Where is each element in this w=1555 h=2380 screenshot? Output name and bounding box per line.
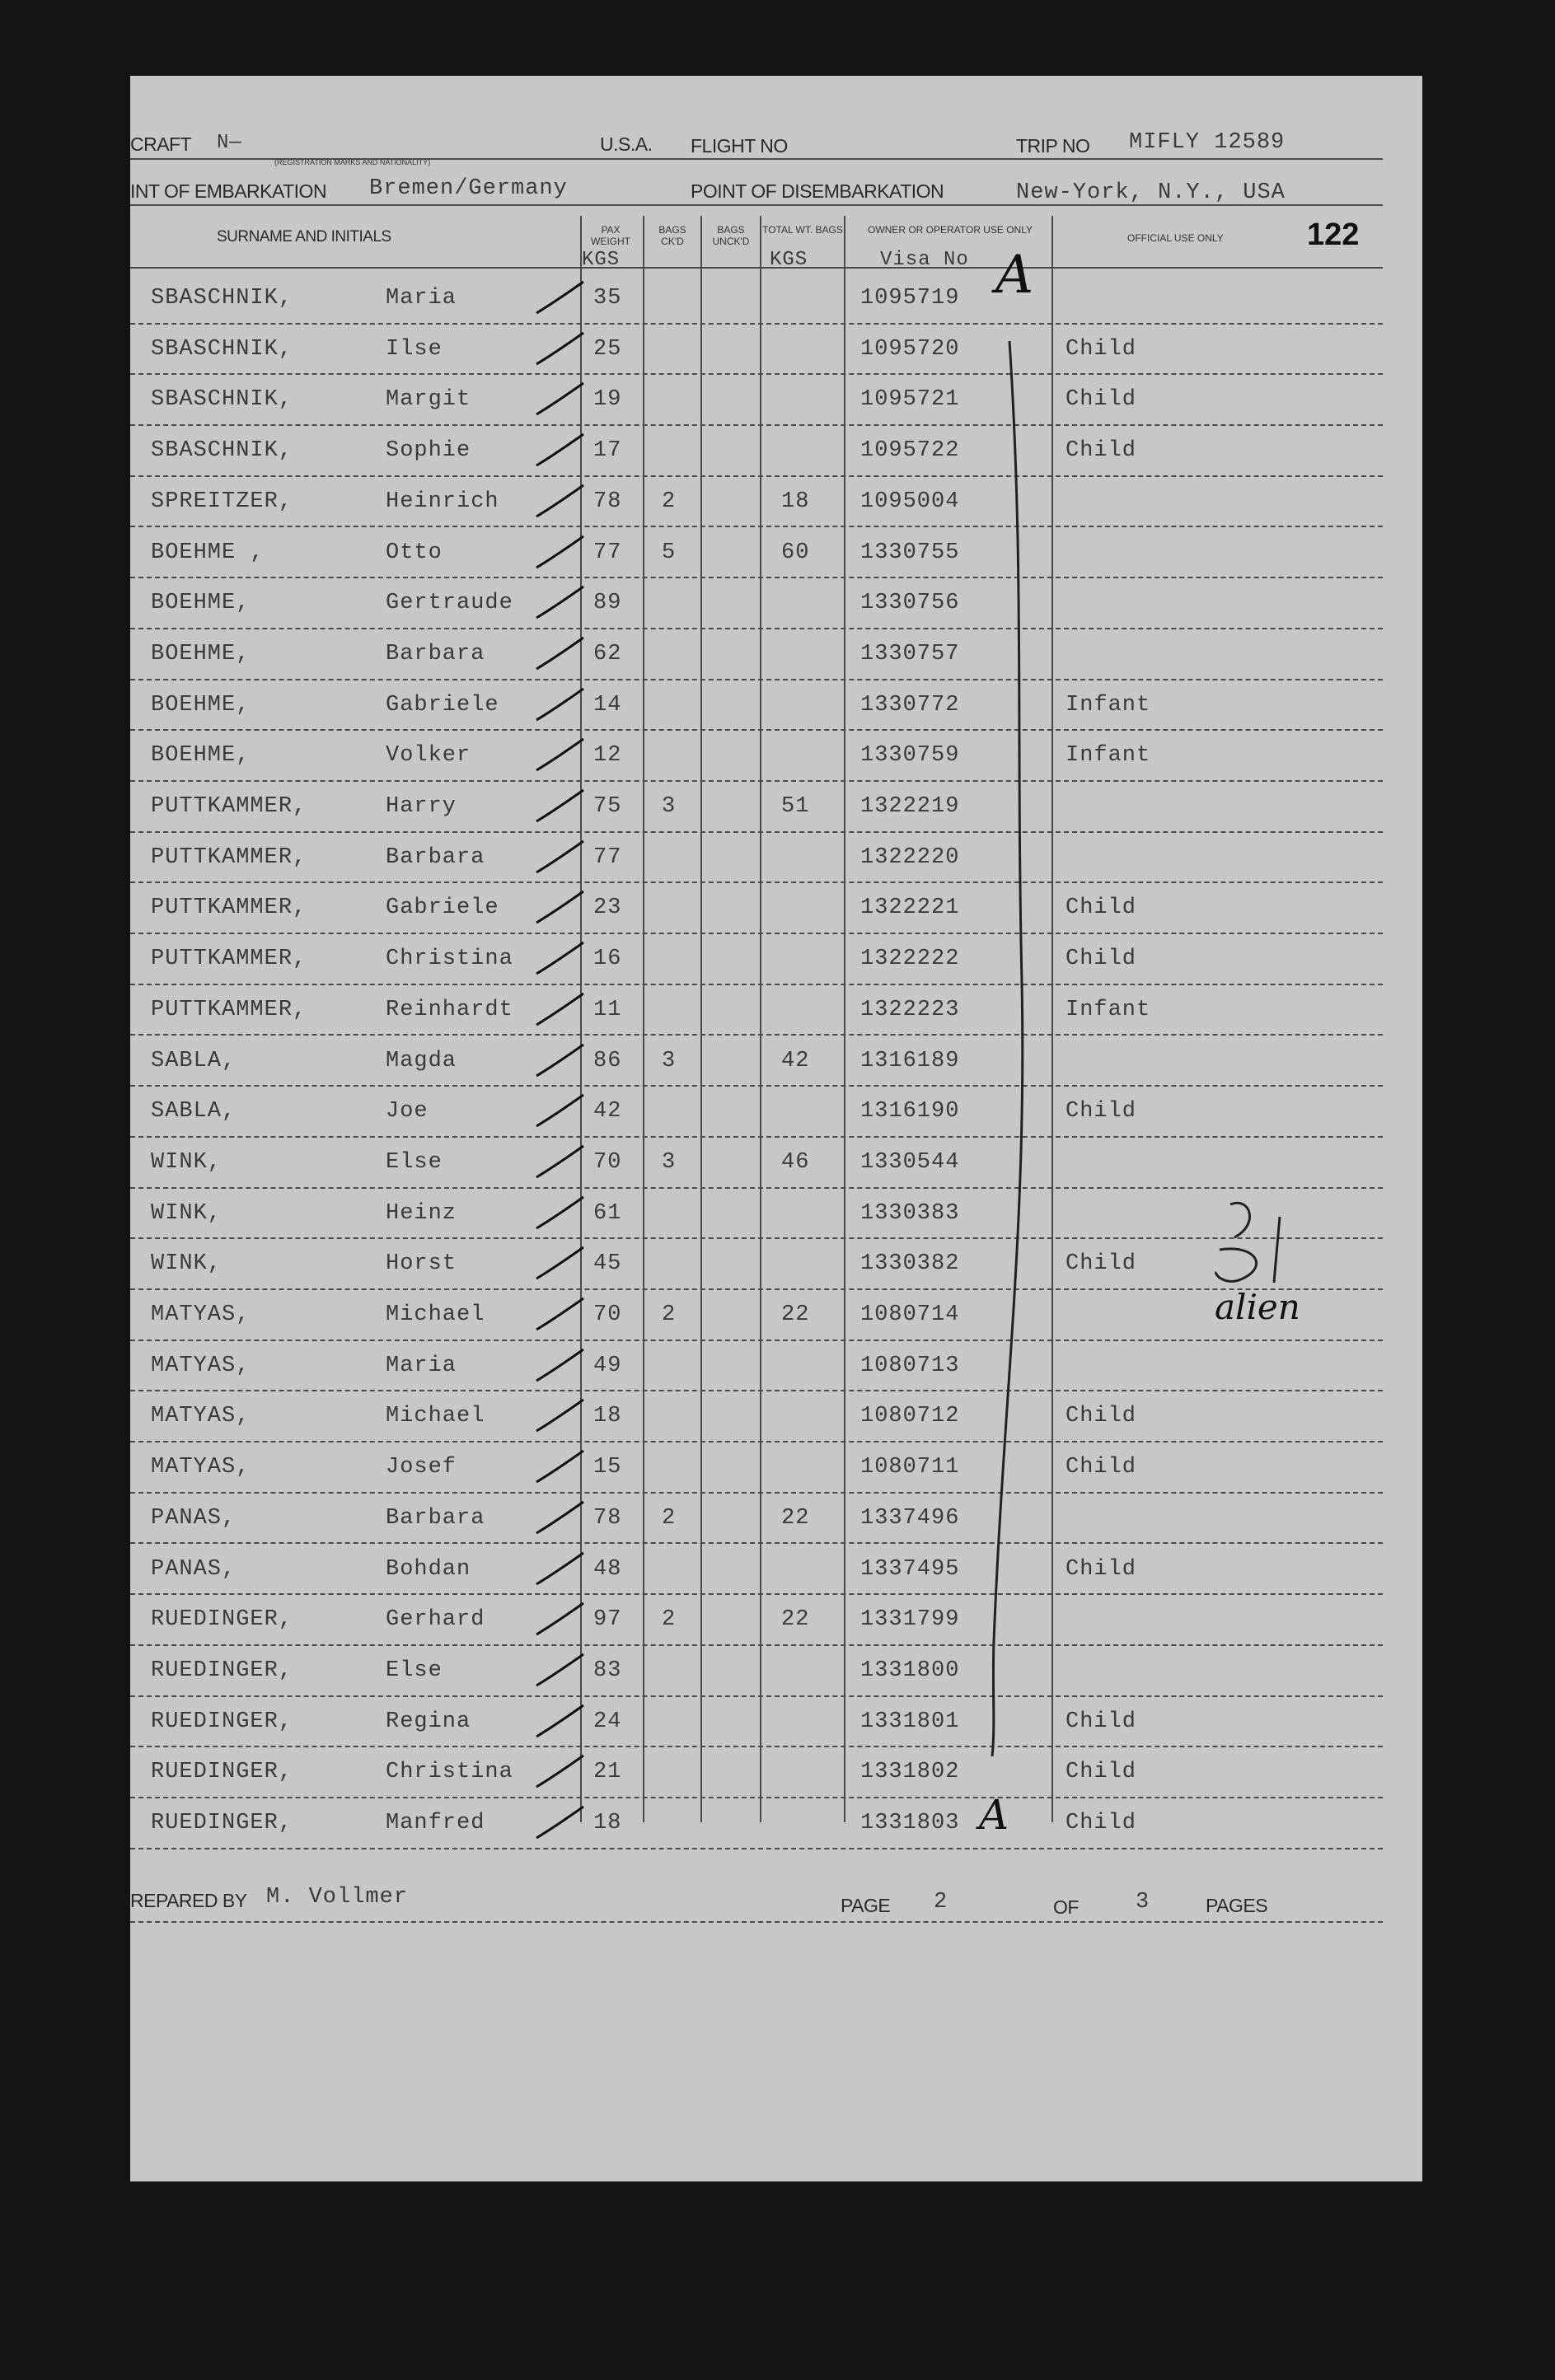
row-visa-number: 1331803 — [860, 1811, 960, 1835]
row-visa-number: 1330544 — [860, 1149, 960, 1175]
row-pax-weight: 62 — [593, 641, 622, 666]
row-visa-number: 1080712 — [860, 1404, 960, 1429]
row-surname: SBASCHNIK, — [151, 387, 293, 413]
row-surname: SABLA, — [151, 1048, 237, 1073]
row-bags-checked: 3 — [662, 794, 677, 819]
col-bags-ckd: BAGS CK'D — [658, 224, 686, 247]
kgs-weight: KGS — [582, 249, 621, 271]
row-visa-number: 1316190 — [860, 1099, 960, 1125]
row-given-name: Gabriele — [386, 895, 499, 921]
visa-header: Visa No — [880, 249, 969, 271]
trip-value: MIFLY 12589 — [1129, 130, 1286, 155]
row-total-weight: 51 — [781, 794, 810, 819]
row-bags-checked: 2 — [662, 1505, 677, 1531]
row-pax-weight: 12 — [593, 743, 622, 769]
row-surname: SBASCHNIK, — [151, 336, 293, 362]
row-bags-checked: 3 — [662, 1048, 677, 1073]
row-given-name: Josef — [386, 1455, 457, 1480]
row-surname: BOEHME , — [151, 540, 265, 565]
row-given-name: Margit — [386, 387, 471, 413]
row-given-name: Barbara — [386, 1505, 485, 1531]
row-given-name: Manfred — [386, 1811, 485, 1835]
row-visa-number: 1330383 — [860, 1200, 960, 1226]
row-visa-number: 1080711 — [860, 1455, 960, 1480]
row-visa-number: 1080714 — [860, 1302, 960, 1327]
stamp-number: 122 — [1307, 217, 1360, 252]
col-surname: SURNAME AND INITIALS — [217, 228, 391, 245]
row-visa-number: 1330755 — [860, 540, 960, 565]
row-pax-weight: 83 — [593, 1658, 622, 1683]
bracket-top-mark: A — [995, 245, 1034, 306]
row-visa-number: 1080713 — [860, 1353, 960, 1378]
row-official-note: Child — [1066, 1709, 1137, 1734]
row-official-note: Child — [1066, 947, 1137, 972]
row-surname: SBASCHNIK, — [151, 286, 293, 311]
row-surname: MATYAS, — [151, 1302, 251, 1327]
row-surname: SABLA, — [151, 1099, 237, 1125]
row-bags-checked: 2 — [662, 1302, 677, 1327]
row-official-note: Child — [1066, 1404, 1137, 1429]
row-visa-number: 1316189 — [860, 1048, 960, 1073]
row-given-name: Horst — [386, 1251, 457, 1277]
row-visa-number: 1322220 — [860, 844, 960, 870]
row-pax-weight: 97 — [593, 1607, 622, 1633]
row-surname: BOEHME, — [151, 591, 251, 616]
row-visa-number: 1095722 — [860, 438, 960, 464]
row-pax-weight: 89 — [593, 591, 622, 616]
row-pax-weight: 15 — [593, 1455, 622, 1480]
aircraft-value: N— — [217, 132, 242, 154]
row-pax-weight: 24 — [593, 1709, 622, 1734]
row-official-note: Child — [1066, 336, 1137, 362]
row-visa-number: 1331802 — [860, 1760, 960, 1785]
row-visa-number: 1330382 — [860, 1251, 960, 1277]
row-given-name: Sophie — [386, 438, 471, 464]
row-visa-number: 1331799 — [860, 1607, 960, 1633]
row-surname: PANAS, — [151, 1505, 237, 1531]
aircraft-label: CRAFT — [130, 133, 192, 155]
prepared-label: REPARED BY — [130, 1890, 247, 1911]
row-given-name: Barbara — [386, 641, 485, 666]
row-pax-weight: 21 — [593, 1760, 622, 1785]
row-total-weight: 42 — [781, 1048, 810, 1073]
row-visa-number: 1331801 — [860, 1709, 960, 1734]
row-given-name: Christina — [386, 1760, 513, 1785]
row-surname: PUTTKAMMER, — [151, 895, 307, 921]
embark-value: Bremen/Germany — [369, 176, 568, 201]
row-visa-number: 1095719 — [860, 286, 960, 311]
embark-label: INT OF EMBARKATION — [130, 180, 327, 202]
row-pax-weight: 42 — [593, 1099, 622, 1125]
row-given-name: Otto — [386, 540, 443, 565]
row-pax-weight: 25 — [593, 336, 622, 362]
row-visa-number: 1322222 — [860, 947, 960, 972]
pages-label: PAGES — [1206, 1895, 1268, 1916]
row-surname: BOEHME, — [151, 641, 251, 666]
row-given-name: Christina — [386, 947, 513, 972]
row-surname: SPREITZER, — [151, 489, 293, 514]
row-surname: PUTTKAMMER, — [151, 844, 307, 870]
row-total-weight: 22 — [781, 1302, 810, 1327]
col-total-wt: TOTAL WT. BAGS — [762, 224, 843, 236]
row-pax-weight: 86 — [593, 1048, 622, 1073]
bracket-bottom-mark: A — [979, 1791, 1009, 1839]
row-total-weight: 22 — [781, 1505, 810, 1531]
row-given-name: Else — [386, 1149, 443, 1175]
row-surname: BOEHME, — [151, 743, 251, 769]
row-given-name: Barbara — [386, 844, 485, 870]
row-official-note: Child — [1066, 1556, 1137, 1582]
row-pax-weight: 49 — [593, 1353, 622, 1378]
row-visa-number: 1330756 — [860, 591, 960, 616]
row-surname: BOEHME, — [151, 692, 251, 718]
row-visa-number: 1322223 — [860, 997, 960, 1022]
prepared-value: M. Vollmer — [266, 1885, 409, 1910]
row-pax-weight: 11 — [593, 997, 622, 1022]
disembark-label: POINT OF DISEMBARKATION — [691, 180, 944, 202]
row-pax-weight: 70 — [593, 1149, 622, 1175]
row-visa-number: 1337496 — [860, 1505, 960, 1531]
row-total-weight: 22 — [781, 1607, 810, 1633]
row-visa-number: 1337495 — [860, 1556, 960, 1582]
row-given-name: Gertraude — [386, 591, 513, 616]
row-surname: RUEDINGER, — [151, 1760, 293, 1785]
row-visa-number: 1095004 — [860, 489, 960, 514]
row-pax-weight: 75 — [593, 794, 622, 819]
trip-label: TRIP NO — [1016, 135, 1090, 157]
kgs-total: KGS — [770, 249, 808, 271]
row-surname: PUTTKAMMER, — [151, 947, 307, 972]
row-official-note: Child — [1066, 1251, 1137, 1277]
col-bags-unckd: BAGS UNCK'D — [712, 224, 750, 247]
row-official-note: Child — [1066, 438, 1137, 464]
row-total-weight: 46 — [781, 1149, 810, 1175]
row-visa-number: 1330757 — [860, 641, 960, 666]
row-pax-weight: 77 — [593, 540, 622, 565]
of-label: OF — [1053, 1896, 1079, 1918]
handwriting-layer — [130, 76, 1422, 2181]
row-pax-weight: 18 — [593, 1404, 622, 1429]
row-given-name: Michael — [386, 1302, 485, 1327]
row-official-note: Child — [1066, 1099, 1137, 1125]
row-surname: RUEDINGER, — [151, 1658, 293, 1683]
row-pax-weight: 78 — [593, 1505, 622, 1531]
row-pax-weight: 18 — [593, 1811, 622, 1835]
row-surname: WINK, — [151, 1251, 222, 1277]
alien-annotation: alien — [1215, 1287, 1300, 1327]
row-given-name: Heinrich — [386, 489, 499, 514]
row-pax-weight: 77 — [593, 844, 622, 870]
row-official-note: Child — [1066, 387, 1137, 413]
row-official-note: Infant — [1066, 997, 1151, 1022]
row-pax-weight: 35 — [593, 286, 622, 311]
col-owner: OWNER OR OPERATOR USE ONLY — [867, 224, 1033, 236]
row-visa-number: 1095720 — [860, 336, 960, 362]
row-official-note: Child — [1066, 1760, 1137, 1785]
row-surname: SBASCHNIK, — [151, 438, 293, 464]
row-surname: MATYAS, — [151, 1455, 251, 1480]
row-pax-weight: 48 — [593, 1556, 622, 1582]
manifest-sheet — [130, 76, 1422, 2181]
row-given-name: Reinhardt — [386, 997, 513, 1022]
page-label: PAGE — [841, 1895, 891, 1916]
row-given-name: Michael — [386, 1404, 485, 1429]
row-official-note: Infant — [1066, 743, 1151, 769]
col-official: OFFICIAL USE ONLY — [1127, 232, 1224, 244]
row-pax-weight: 16 — [593, 947, 622, 972]
row-surname: RUEDINGER, — [151, 1709, 293, 1734]
row-given-name: Joe — [386, 1099, 429, 1125]
row-pax-weight: 61 — [593, 1200, 622, 1226]
row-bags-checked: 2 — [662, 1607, 677, 1633]
row-official-note: Child — [1066, 1811, 1137, 1835]
row-visa-number: 1330772 — [860, 692, 960, 718]
row-pax-weight: 78 — [593, 489, 622, 514]
row-pax-weight: 70 — [593, 1302, 622, 1327]
row-given-name: Else — [386, 1658, 443, 1683]
row-given-name: Bohdan — [386, 1556, 471, 1582]
count-annotation — [1216, 1184, 1298, 1258]
row-given-name: Heinz — [386, 1200, 457, 1226]
row-official-note: Child — [1066, 1455, 1137, 1480]
row-visa-number: 1095721 — [860, 387, 960, 413]
of-value: 3 — [1136, 1890, 1150, 1915]
row-surname: WINK, — [151, 1149, 222, 1175]
row-surname: PUTTKAMMER, — [151, 794, 307, 819]
flight-label: FLIGHT NO — [691, 135, 788, 157]
row-given-name: Maria — [386, 1353, 457, 1378]
row-total-weight: 60 — [781, 540, 810, 565]
row-surname: PUTTKAMMER, — [151, 997, 307, 1022]
row-bags-checked: 5 — [662, 540, 677, 565]
disembark-value: New-York, N.Y., USA — [1016, 180, 1286, 205]
row-bags-checked: 3 — [662, 1149, 677, 1175]
row-visa-number: 1330759 — [860, 743, 960, 769]
row-bags-checked: 2 — [662, 489, 677, 514]
row-given-name: Magda — [386, 1048, 457, 1073]
row-surname: MATYAS, — [151, 1353, 251, 1378]
row-pax-weight: 23 — [593, 895, 622, 921]
row-given-name: Ilse — [386, 336, 443, 362]
row-pax-weight: 17 — [593, 438, 622, 464]
row-surname: MATYAS, — [151, 1404, 251, 1429]
row-pax-weight: 19 — [593, 387, 622, 413]
row-given-name: Volker — [386, 743, 471, 769]
row-given-name: Gerhard — [386, 1607, 485, 1633]
row-official-note: Child — [1066, 895, 1137, 921]
row-visa-number: 1331800 — [860, 1658, 960, 1683]
row-given-name: Gabriele — [386, 692, 499, 718]
row-given-name: Regina — [386, 1709, 471, 1734]
col-pax-weight: PAX WEIGHT — [591, 224, 630, 247]
usa-label: U.S.A. — [600, 133, 653, 155]
row-pax-weight: 14 — [593, 692, 622, 718]
aircraft-sublabel: (REGISTRATION MARKS AND NATIONALITY) — [274, 158, 431, 166]
page-value: 2 — [934, 1890, 948, 1915]
row-visa-number: 1322221 — [860, 895, 960, 921]
row-surname: RUEDINGER, — [151, 1607, 293, 1633]
row-given-name: Maria — [386, 286, 457, 311]
row-total-weight: 18 — [781, 489, 810, 514]
row-visa-number: 1322219 — [860, 794, 960, 819]
row-surname: RUEDINGER, — [151, 1811, 293, 1835]
row-pax-weight: 45 — [593, 1251, 622, 1277]
row-official-note: Infant — [1066, 692, 1151, 718]
row-surname: PANAS, — [151, 1556, 237, 1582]
row-given-name: Harry — [386, 794, 457, 819]
row-surname: WINK, — [151, 1200, 222, 1226]
